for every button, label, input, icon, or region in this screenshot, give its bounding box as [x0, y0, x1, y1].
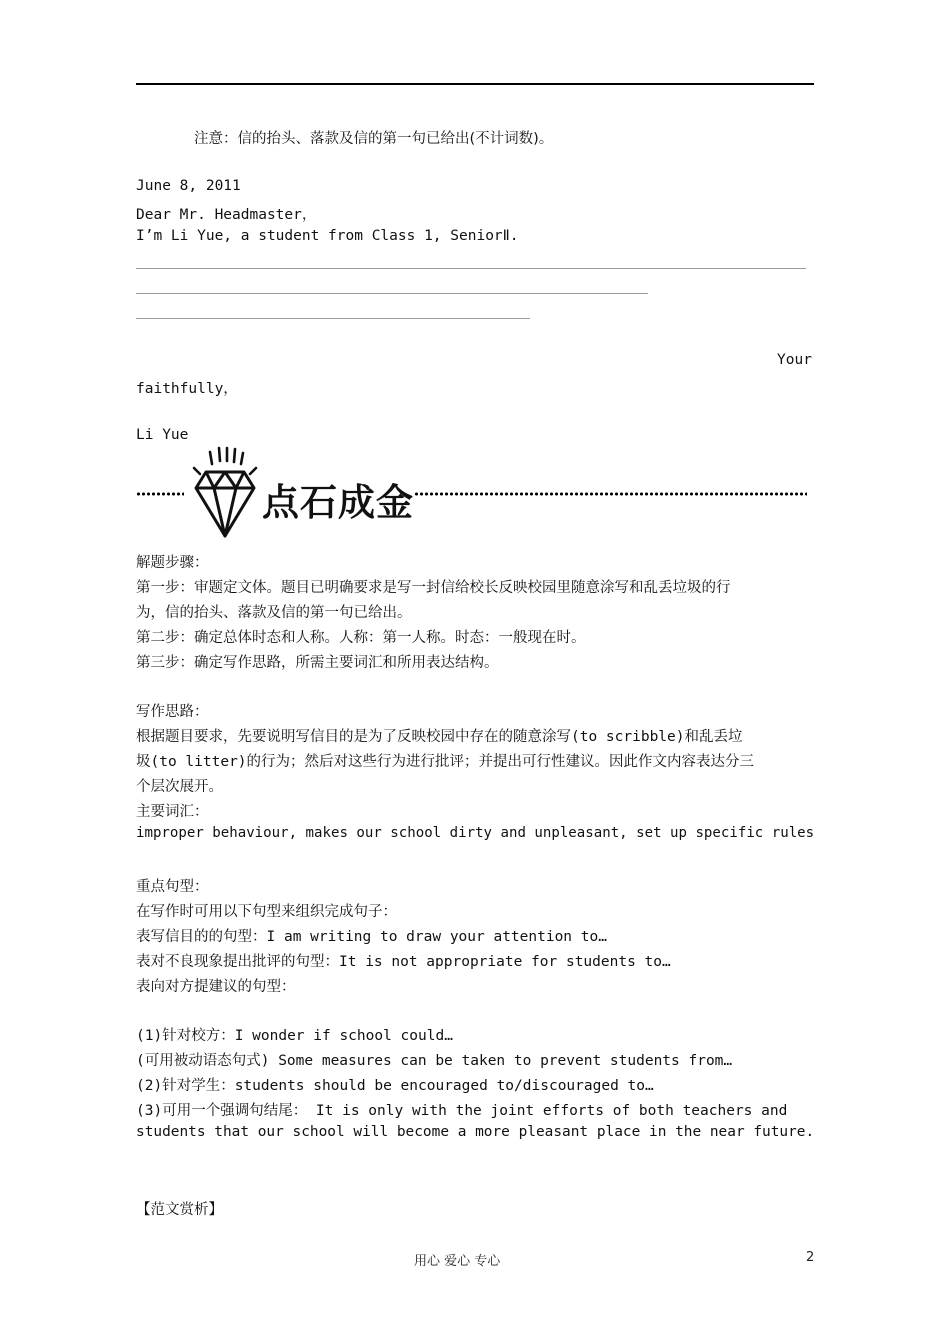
approach-line-2: 圾(to litter)的行为；然后对这些行为进行批评；并提出可行性建议。因此作文内容表达分三 — [136, 754, 755, 770]
vocab-words: improper behaviour, makes our school dirty and unpleasant, set up specific rules — [136, 825, 815, 841]
banner-dots-left — [136, 492, 184, 496]
letter-first-sentence: I’m Li Yue, a student from Class 1, SeniorⅡ. — [136, 228, 519, 244]
approach-line-3: 个层次展开。 — [136, 779, 223, 795]
approach-heading: 写作思路： — [136, 704, 209, 720]
letter-closing-faithfully: faithfully， — [136, 381, 238, 397]
page-number: 2 — [806, 1250, 815, 1265]
pattern-2: (2)针对学生：students should be encouraged to/discouraged to… — [136, 1078, 654, 1094]
notice: 注意：信的抬头、落款及信的第一句已给出(不计词数)。 — [194, 131, 554, 147]
pattern-3-line-2: students that our school will become a more pleasant place in the near future. — [136, 1124, 815, 1140]
answer-line-1 — [136, 268, 806, 269]
step-2: 第二步：确定总体时态和人称。人称：第一人称。时态：一般现在时。 — [136, 630, 586, 646]
steps-heading: 解题步骤： — [136, 555, 209, 571]
letter-date: June 8, 2011 — [136, 178, 241, 194]
step-3: 第三步：确定写作思路，所需主要词汇和所用表达结构。 — [136, 655, 499, 671]
header-rule — [136, 83, 814, 85]
approach-line-1: 根据题目要求，先要说明写信目的是为了反映校园中存在的随意涂写(to scribble)和乱丢垃 — [136, 729, 743, 745]
pattern-purpose: 表写信目的的句型：I am writing to draw your attention to… — [136, 929, 607, 945]
letter-salutation: Dear Mr. Headmaster， — [136, 207, 317, 223]
banner-title: 点石成金 — [262, 481, 414, 524]
pattern-1: (1)针对校方：I wonder if school could… — [136, 1028, 453, 1044]
pattern-suggestion: 表向对方提建议的句型： — [136, 979, 296, 995]
step-1-line-2: 为，信的抬头、落款及信的第一句已给出。 — [136, 605, 412, 621]
answer-line-3 — [136, 318, 530, 319]
patterns-heading: 重点句型： — [136, 879, 209, 895]
step-1-line-1: 第一步：审题定文体。题目已明确要求是写一封信给校长反映校园里随意涂写和乱丢垃圾的行 — [136, 580, 731, 596]
pattern-3-line-1: (3)可用一个强调句结尾： It is only with the joint efforts of both teachers and — [136, 1103, 788, 1119]
letter-closing-your: Your — [777, 352, 812, 368]
diamond-icon — [190, 446, 260, 544]
footer-motto: 用心 爱心 专心 — [414, 1254, 501, 1269]
model-essay-heading: 【范文赏析】 — [136, 1202, 223, 1218]
pattern-criticism: 表对不良现象提出批评的句型：It is not appropriate for students to… — [136, 954, 671, 970]
letter-signature: Li Yue — [136, 427, 189, 443]
pattern-1-passive: (可用被动语态句式) Some measures can be taken to prevent students from… — [136, 1053, 733, 1069]
answer-line-2 — [136, 293, 648, 294]
vocab-heading: 主要词汇： — [136, 804, 209, 820]
patterns-intro: 在写作时可用以下句型来组织完成句子： — [136, 904, 397, 920]
banner-dots-right — [414, 492, 807, 496]
